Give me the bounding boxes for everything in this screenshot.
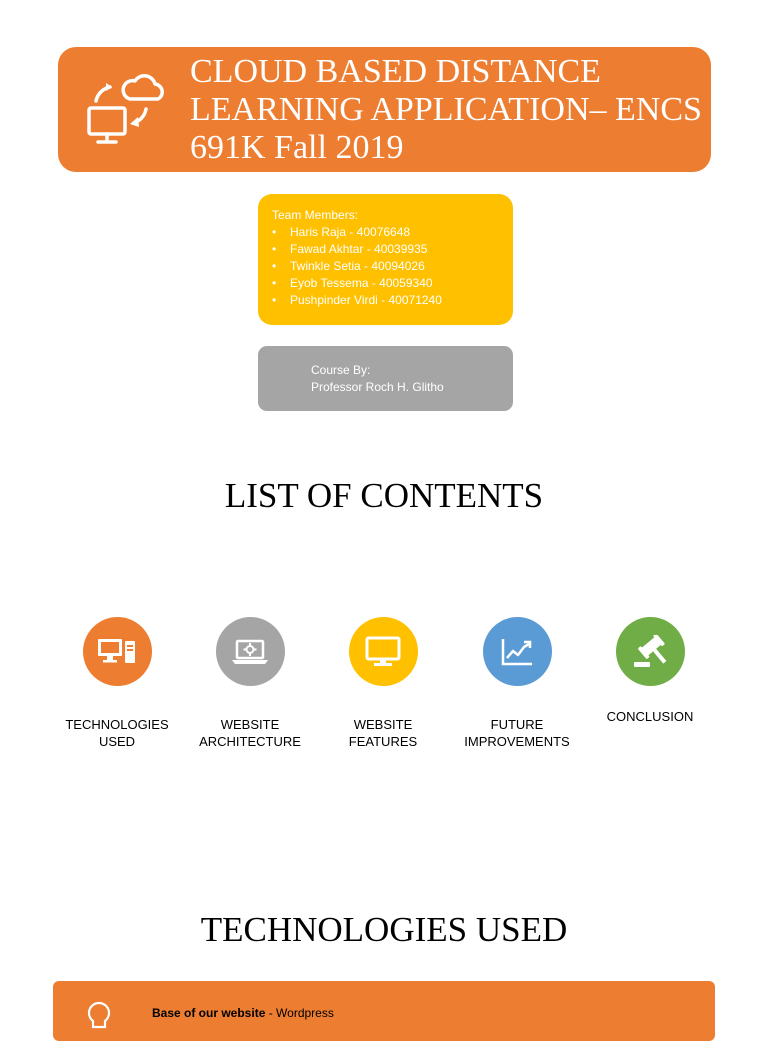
toc-circle	[616, 617, 685, 686]
team-member: • Haris Raja - 40076648	[272, 224, 442, 241]
team-list	[272, 224, 442, 309]
toc-circle	[216, 617, 285, 686]
title-banner	[58, 47, 711, 172]
technologies-item	[53, 981, 715, 1041]
line-chart-icon	[500, 637, 534, 667]
toc-item-conclusion[interactable]	[585, 617, 715, 725]
title-line-1: CLOUD BASED DISTANCE	[190, 53, 601, 90]
team-heading: Team Members:	[272, 208, 359, 222]
toc-label: TECHNOLOGIES USED	[65, 717, 169, 749]
professor-name: Professor Roch H. Glitho	[311, 380, 444, 394]
lightbulb-icon	[87, 1001, 111, 1031]
title-line-2: LEARNING APPLICATION– ENCS	[190, 91, 702, 128]
monitor-icon	[365, 636, 401, 668]
laptop-settings-icon	[230, 637, 270, 667]
toc-label: WEBSITE FEATURES	[348, 717, 418, 749]
team-members-box	[258, 194, 513, 325]
cloud-computer-sync-icon	[86, 71, 166, 151]
technologies-heading: TECHNOLOGIES USED	[200, 910, 568, 949]
toc-circle	[483, 617, 552, 686]
presentation-title	[190, 53, 711, 167]
contents-heading: LIST OF CONTENTS	[224, 476, 544, 515]
technology-base-text: Base of our website - Wordpress	[152, 1006, 334, 1020]
course-box	[258, 346, 513, 411]
toc-circle	[349, 617, 418, 686]
toc-item-features[interactable]	[318, 617, 448, 750]
desktop-tower-icon	[97, 637, 137, 667]
course-by-label: Course By:	[311, 363, 371, 377]
toc-item-future[interactable]	[452, 617, 582, 750]
title-line-3: 691K Fall 2019	[190, 129, 404, 166]
toc-item-architecture[interactable]	[185, 617, 315, 750]
toc-item-technologies[interactable]	[52, 617, 182, 750]
toc-label: WEBSITE ARCHITECTURE	[199, 717, 301, 749]
team-member: • Twinkle Setia - 40094026	[272, 258, 442, 275]
gavel-icon	[632, 635, 668, 669]
toc-label: CONCLUSION	[606, 709, 694, 724]
team-member: • Fawad Akhtar - 40039935	[272, 241, 442, 258]
team-member: • Pushpinder Virdi - 40071240	[272, 292, 442, 309]
toc-circle	[83, 617, 152, 686]
toc-label: FUTURE IMPROVEMENTS	[464, 717, 570, 749]
team-member: • Eyob Tessema - 40059340	[272, 275, 442, 292]
